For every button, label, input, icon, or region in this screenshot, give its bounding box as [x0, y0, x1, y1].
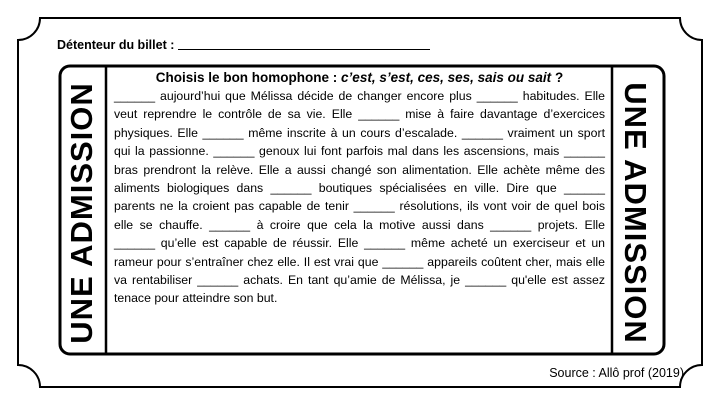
exercise-paragraph: ______ aujourd’hui que Mélissa décide de changer encore plus ______ habitudes. Elle veut reprendre le contrôle de sa vie. Elle ______ mise à faire davantage d’exercices physiques. Elle ______ même inscrite à un cours d’escalade. ______ vraiment un sport qui la passionne. ______ genoux lui font parfois mal dans les ascensions, mais ______ bras prendront la relève. Elle a aussi changé son alimentation. Elle achète même des aliments biologiques dans ______ boutiques spécialisées en ville. Dire que ______ parents ne la croient pas capable de tenir ______ résolutions, ils vont voir de quel bois elle se chauffe. ______ à croire que cela la motive aussi dans ______ projets. Elle ______ qu’elle est capable de réussir. Elle ______ même acheté un exerciseur et un rameur pour s’entraîner chez elle. Il est vrai que ______ appareils coûtent cher, mais elle va rentabiliser ______ achats. En tant qu’amie de Mélissa, je ______ qu'elle est assez tenace pour atteindre son but. [114, 89, 605, 306]
title-suffix: ? [551, 70, 564, 85]
exercise-content [114, 70, 605, 308]
side-text-right: UNE ADMISSION [618, 82, 653, 344]
left-stub [62, 76, 102, 350]
exercise-title [114, 70, 605, 85]
right-stub [615, 76, 655, 350]
title-options: c’est, s’est, ces, ses, sais ou sait [341, 70, 552, 85]
title-prefix: Choisis le bon homophone : [155, 70, 342, 85]
source-credit: Source : Allô prof (2019) [549, 366, 684, 380]
ticket-holder-blank[interactable] [178, 49, 430, 50]
ticket-holder-label: Détenteur du billet : [57, 38, 175, 52]
side-text-left: UNE ADMISSION [64, 82, 99, 344]
ticket-holder-row [57, 38, 430, 52]
